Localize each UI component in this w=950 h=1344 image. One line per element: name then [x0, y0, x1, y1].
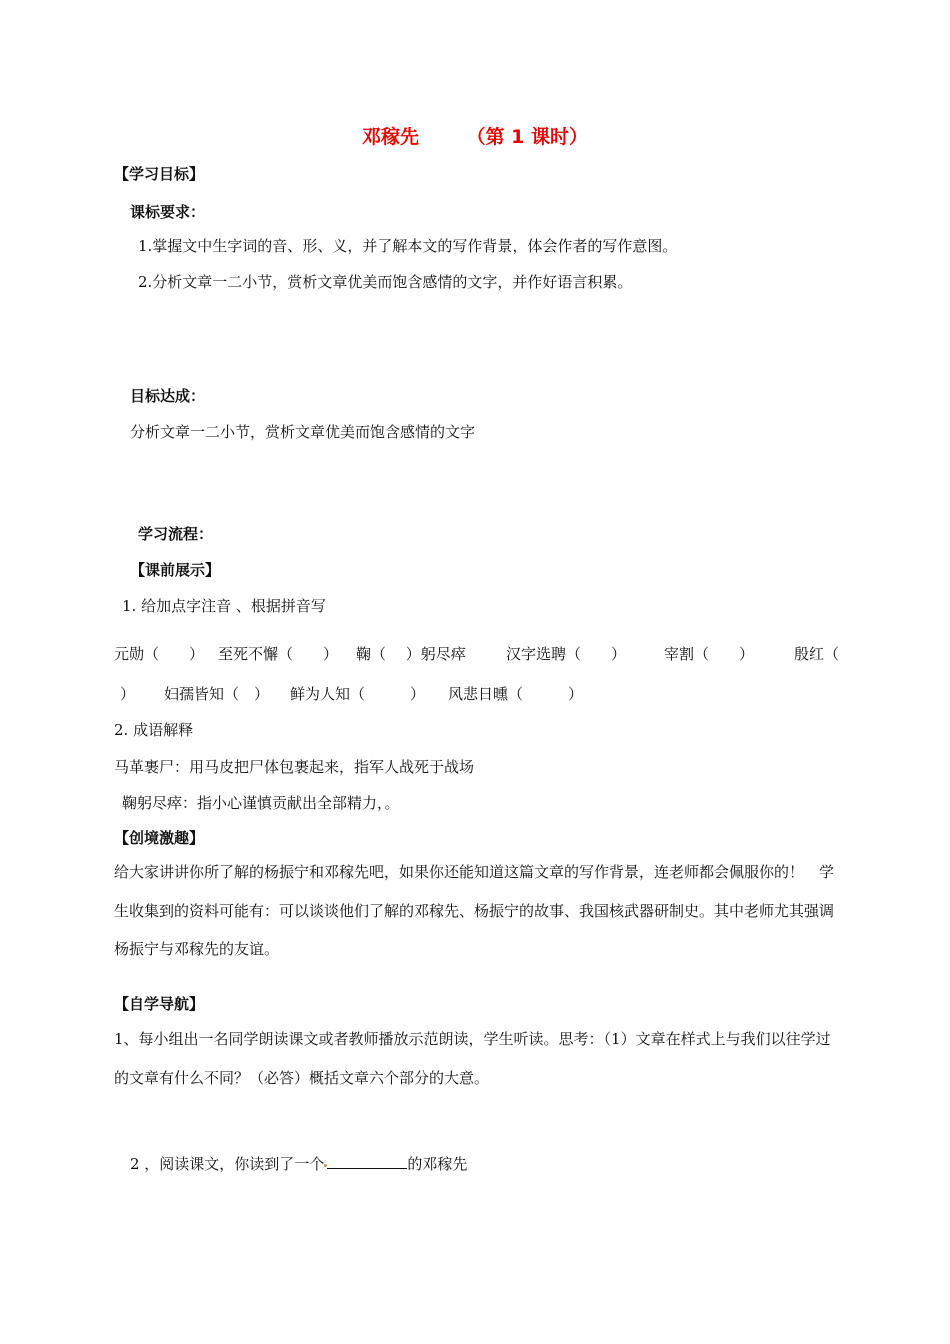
- vocab-item: 至死不懈（ ）: [218, 645, 339, 663]
- vocab-item: 元勋（ ）: [114, 645, 205, 663]
- standard-item-2: 2.分析文章一二小节，赏析文章优美而饱含感情的文字，并作好语言积累。: [138, 273, 633, 291]
- preview-heading: 【课前展示】: [130, 561, 221, 579]
- process-heading: 学习流程：: [138, 525, 214, 543]
- vocab-item: 殷红（: [794, 645, 840, 663]
- goal-heading: 目标达成：: [130, 387, 206, 405]
- selfstudy-question-2-suffix: 的邓稼先: [407, 1155, 468, 1173]
- vocab-item: 风悲日曛（ ）: [448, 685, 584, 703]
- page-title: 邓稼先 （第 1 课时）: [362, 126, 588, 148]
- objectives-heading: 【学习目标】: [114, 165, 205, 183]
- goal-text: 分析文章一二小节，赏析文章优美而饱含感情的文字: [130, 423, 476, 441]
- idiom-explanation-2: 鞠躬尽瘁：指小心谨慎贡献出全部精力，。: [122, 794, 400, 812]
- vocab-item: ）: [120, 685, 136, 703]
- preview-question-1: 1. 给加点字注音 、根据拼音写: [122, 597, 326, 615]
- vocab-item: 鲜为人知（ ）: [290, 685, 426, 703]
- fill-in-blank[interactable]: [327, 1154, 407, 1169]
- selfstudy-heading: 【自学导航】: [114, 995, 205, 1013]
- context-paragraph: 给大家讲讲你所了解的杨振宁和邓稼先吧，如果你还能知道这篇文章的写作背景，连老师都会佩服你的！ 学生收集到的资料可能有：可以谈谈他们了解的邓稼先、杨振宁的故事、我国核武器研制史。其中老师尤其强调杨振宁与邓稼先的友谊。: [114, 863, 835, 958]
- selfstudy-question-2: [130, 1154, 467, 1174]
- selfstudy-question-2-prefix: 2 ，阅读课文，你读到了一个: [130, 1155, 325, 1173]
- standard-heading: 课标要求：: [130, 203, 206, 221]
- vocab-item: 鞠（ ）躬尽瘁: [356, 645, 466, 663]
- preview-question-2: 2. 成语解释: [114, 721, 194, 739]
- context-heading: 【创境激趣】: [114, 829, 205, 847]
- vocab-item: 妇孺皆知（ ）: [164, 685, 270, 703]
- selfstudy-question-1: 1、每小组出一名同学朗读课文或者教师播放示范朗读，学生听读。思考：（1）文章在样式上与我们以往学过的文章有什么不同？（必答）概括文章六个部分的大意。: [114, 1030, 831, 1087]
- vocab-item: 汉字选聘（ ）: [506, 645, 627, 663]
- standard-item-1: 1.掌握文中生字词的音、形、义，并了解本文的写作背景，体会作者的写作意图。: [138, 237, 678, 255]
- idiom-explanation-1: 马革裹尸：用马皮把尸体包裹起来，指军人战死于战场: [114, 758, 475, 776]
- vocab-item: 宰割（ ）: [664, 645, 755, 663]
